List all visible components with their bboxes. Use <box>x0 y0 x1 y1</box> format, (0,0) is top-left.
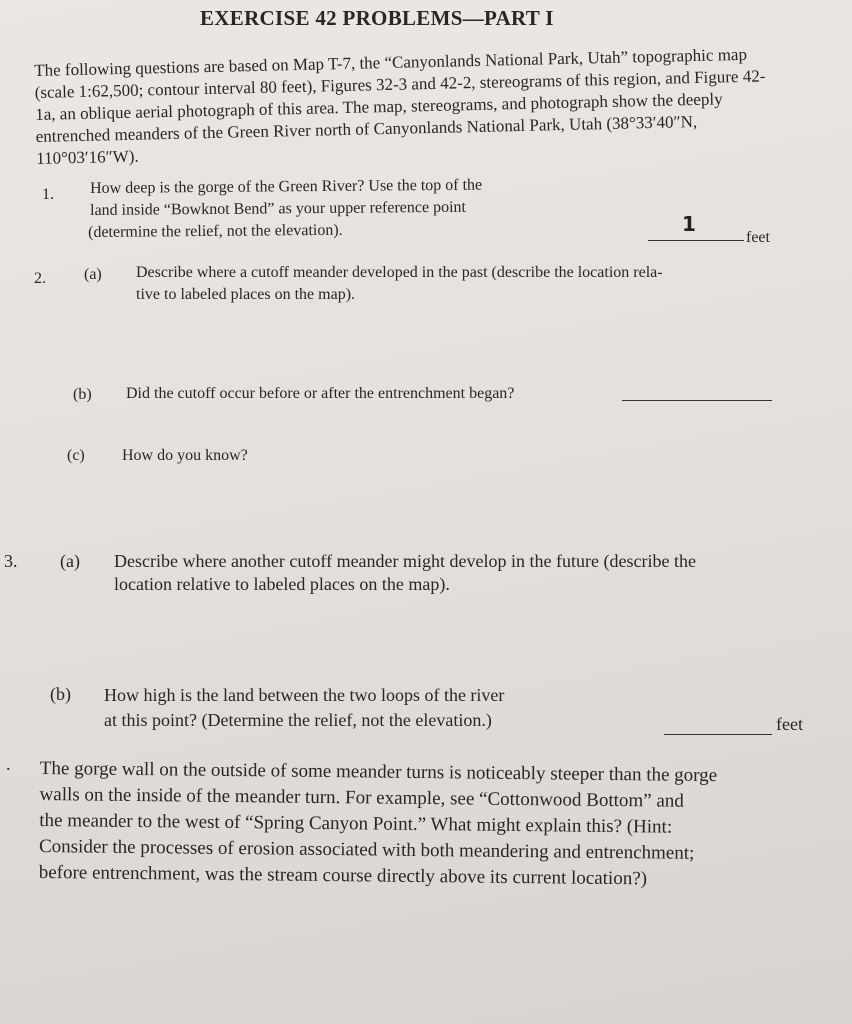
q2b-text: Did the cutoff occur before or after the entrenchment began? <box>126 385 515 402</box>
q2b-answer-blank[interactable] <box>622 400 772 401</box>
q2c-label: (c) <box>67 447 85 464</box>
q1-unit-label: feet <box>746 229 770 246</box>
intro-paragraph: The following questions are based on Map T-7, the “Canyonlands National Park, Utah” topographic map (scale 1:62,500; contour interval 80 feet), Figures 32-3 and 42-2, stereograms of this region, and Figure 42-1a, an oblique aerial photograph of this area. The map, stereograms, and photograph show the deeply entrenched meanders of the Green River north of Canyonlands National Park, Utah (38°33′40″N, 110°03′16″W). <box>34 44 766 168</box>
q1-line-2: land inside “Bowknot Bend” as your upper reference point <box>90 198 467 219</box>
q1-line-3: (determine the relief, not the elevation). <box>88 221 343 241</box>
q2b-label: (b) <box>73 386 92 403</box>
q2a-line-2: tive to labeled places on the map). <box>136 286 356 303</box>
q3b-line-1: How high is the land between the two loops of the river <box>104 685 505 705</box>
q1-number: 1. <box>42 186 54 203</box>
q3b-unit-label: feet <box>776 714 803 734</box>
q4-line-1: The gorge wall on the outside of some meander turns is noticeably steeper than the gorge <box>39 757 718 787</box>
q4-line-4: Consider the processes of erosion associated with both meandering and entrenchment; <box>38 835 695 864</box>
q4-paragraph <box>39 756 718 893</box>
q3b-answer-blank[interactable] <box>664 734 772 735</box>
q1-answer-blank[interactable] <box>648 240 744 241</box>
q3b-line-2: at this point? (Determine the relief, not the elevation.) <box>104 710 492 730</box>
q4-number: . <box>6 754 11 774</box>
q4-line-5: before entrenchment, was the stream course directly above its current location?) <box>38 861 648 890</box>
q2c-text: How do you know? <box>122 447 248 464</box>
q2a-label: (a) <box>84 266 102 283</box>
q2a-line-1: Describe where a cutoff meander developed in the past (describe the location rela- <box>136 264 663 281</box>
q1-handwritten-answer: 1 <box>682 212 696 236</box>
q4-line-3: the meander to the west of “Spring Canyon Point.” What might explain this? (Hint: <box>39 809 673 838</box>
q4-line-2: walls on the inside of the meander turn. For example, see “Cottonwood Bottom” and <box>39 783 684 812</box>
q3a-line-2: location relative to labeled places on the map). <box>114 574 450 594</box>
page-title: EXERCISE 42 PROBLEMS—PART I <box>200 6 554 30</box>
q1-line-1: How deep is the gorge of the Green River? Use the top of the <box>90 176 483 197</box>
q3-number: 3. <box>4 551 18 571</box>
q3b-label: (b) <box>50 684 71 704</box>
q3a-line-1: Describe where another cutoff meander might develop in the future (describe the <box>114 551 696 571</box>
q3a-label: (a) <box>60 551 80 571</box>
q2-number: 2. <box>34 270 46 287</box>
